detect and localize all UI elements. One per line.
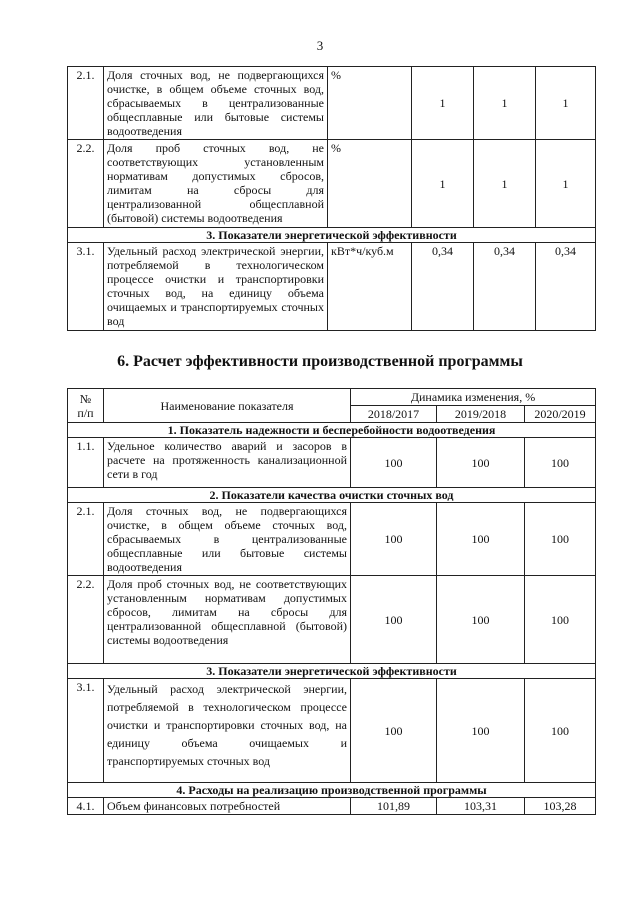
indicator-name: Удельное количество аварий и засоров в расчете на протяженность канализационной сети в год <box>104 438 351 488</box>
year-header: 2019/2018 <box>437 406 525 423</box>
table-row <box>68 576 596 664</box>
num-header <box>68 389 104 423</box>
section-title: 3. Показатели энергетической эффективности <box>68 228 596 243</box>
value-cell: 0,34 <box>474 243 536 331</box>
unit-cell: % <box>328 67 412 140</box>
row-number: 3.1. <box>68 243 104 331</box>
table-row <box>68 679 596 783</box>
value-cell: 100 <box>437 503 525 576</box>
value-cell: 100 <box>525 679 596 783</box>
page-number: 3 <box>316 38 324 53</box>
table-row <box>68 67 596 140</box>
table-row <box>68 798 596 815</box>
section-title: 2. Показатели качества очистки сточных вод <box>68 488 596 503</box>
indicator-name: Доля проб сточных вод, не соответствующих установленным нормативам допустимых сбросов, лимитам на сбросы для централизованной общесплавной (бытовой) системы водоотведения <box>104 576 351 664</box>
name-header: Наименование показателя <box>104 389 351 423</box>
value-cell: 100 <box>437 576 525 664</box>
row-number: 2.1. <box>68 503 104 576</box>
value-cell: 1 <box>536 67 596 140</box>
row-number: 3.1. <box>68 679 104 783</box>
unit-cell: кВт*ч/куб.м <box>328 243 412 331</box>
value-cell: 1 <box>412 67 474 140</box>
dynamics-header: Динамика изменения, % <box>351 389 596 406</box>
section-title: 3. Показатели энергетической эффективности <box>68 664 596 679</box>
value-cell: 100 <box>351 438 437 488</box>
efficiency-table <box>67 388 596 815</box>
row-number: 2.2. <box>68 576 104 664</box>
indicators-table <box>67 66 596 331</box>
indicator-name: Объем финансовых потребностей <box>104 798 351 815</box>
section-row <box>68 423 596 438</box>
table-row <box>68 243 596 331</box>
value-cell: 100 <box>351 503 437 576</box>
value-cell: 100 <box>525 503 596 576</box>
value-cell: 100 <box>437 679 525 783</box>
section-row <box>68 783 596 798</box>
section-title: 4. Расходы на реализацию производственной программы <box>68 783 596 798</box>
num-header-line2: п/п <box>77 405 94 420</box>
value-cell: 1 <box>536 140 596 228</box>
year-header: 2020/2019 <box>525 406 596 423</box>
value-cell: 100 <box>525 576 596 664</box>
row-number: 4.1. <box>68 798 104 815</box>
header-row <box>68 389 596 406</box>
row-number: 1.1. <box>68 438 104 488</box>
year-header: 2018/2017 <box>351 406 437 423</box>
value-cell: 1 <box>412 140 474 228</box>
indicator-name: Доля сточных вод, не подвергающихся очистке, в общем объеме сточных вод, сбрасываемых в централизованные общесплавные или бытовые системы водоотведения <box>104 503 351 576</box>
value-cell: 101,89 <box>351 798 437 815</box>
table-row <box>68 438 596 488</box>
value-cell: 103,31 <box>437 798 525 815</box>
value-cell: 100 <box>351 576 437 664</box>
value-cell: 0,34 <box>536 243 596 331</box>
section-row <box>68 664 596 679</box>
value-cell: 100 <box>351 679 437 783</box>
indicator-name: Удельный расход электрической энергии, потребляемой в технологическом процессе очистки и транспортировки сточных вод, на единицу объема очищаемых и транспортируемых сточных вод <box>104 679 351 783</box>
table-row <box>68 140 596 228</box>
indicator-name: Доля проб сточных вод, не соответствующих установленным нормативам допустимых сбросов, лимитам на сбросы для централизованной общесплавной (бытовой) системы водоотведения <box>104 140 328 228</box>
indicator-name: Удельный расход электрической энергии, потребляемой в технологическом процессе очистки и транспортировки сточных вод, на единицу объема очищаемых и транспортируемых сточных вод <box>104 243 328 331</box>
num-header-line1: № <box>79 391 92 406</box>
section-6-heading: 6. Расчет эффективности производственной программы <box>117 353 523 370</box>
value-cell: 0,34 <box>412 243 474 331</box>
unit-cell: % <box>328 140 412 228</box>
section-row <box>68 488 596 503</box>
row-number: 2.1. <box>68 67 104 140</box>
value-cell: 100 <box>437 438 525 488</box>
section-title: 1. Показатель надежности и бесперебойности водоотведения <box>68 423 596 438</box>
value-cell: 1 <box>474 140 536 228</box>
table-row <box>68 503 596 576</box>
row-number: 2.2. <box>68 140 104 228</box>
section-row <box>68 228 596 243</box>
value-cell: 1 <box>474 67 536 140</box>
value-cell: 100 <box>525 438 596 488</box>
indicator-name: Доля сточных вод, не подвергающихся очистке, в общем объеме сточных вод, сбрасываемых в централизованные общесплавные или бытовые системы водоотведения <box>104 67 328 140</box>
value-cell: 103,28 <box>525 798 596 815</box>
